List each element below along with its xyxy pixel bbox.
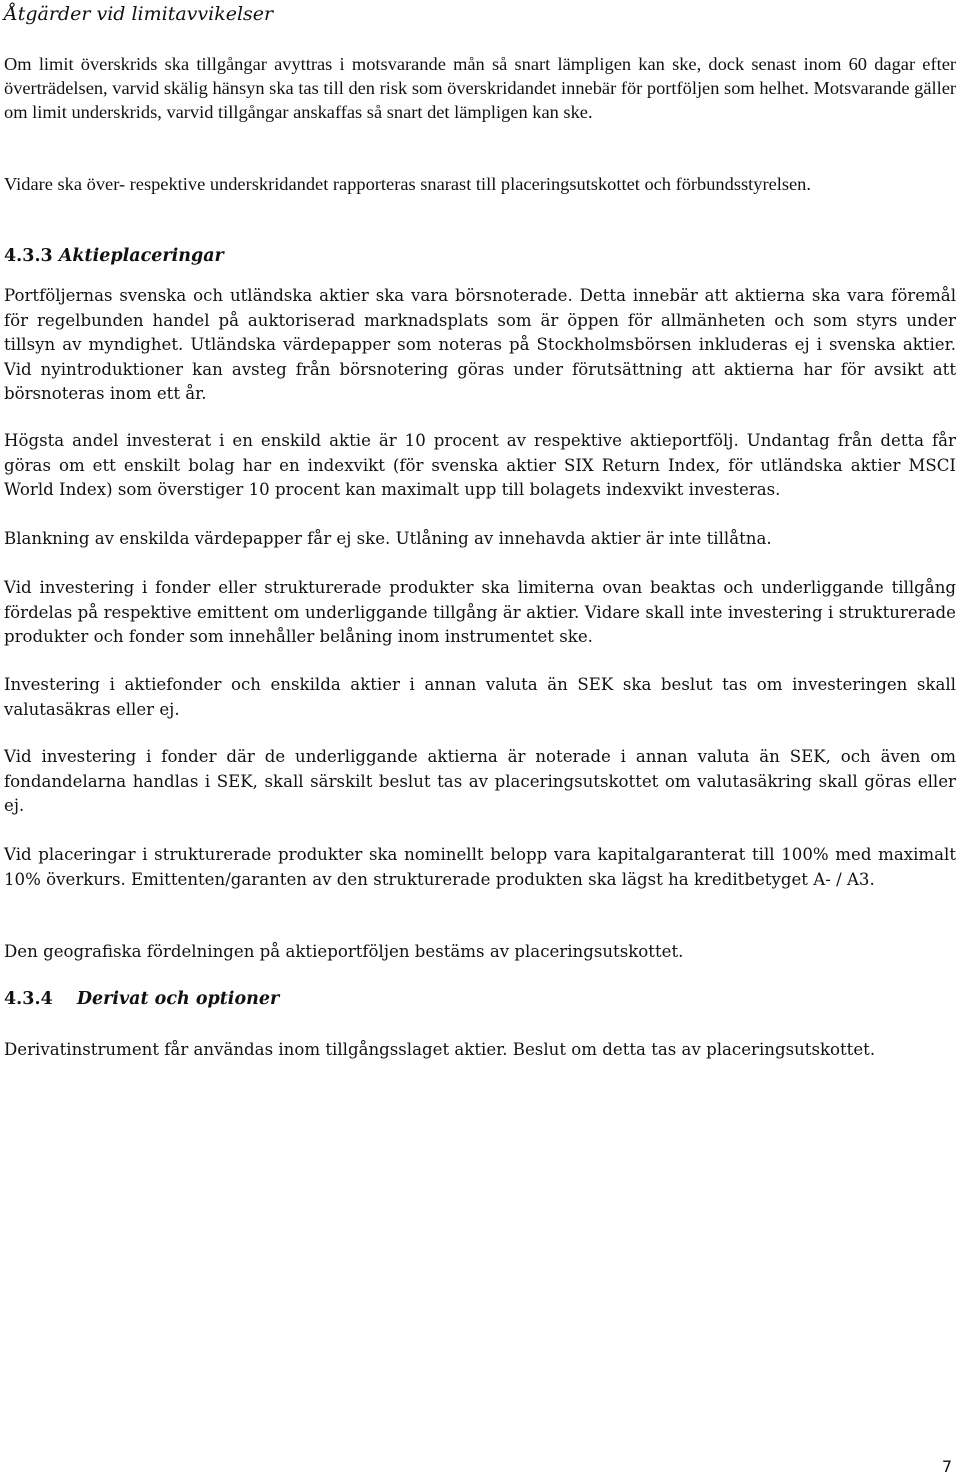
- heading-title: Derivat och optioner: [76, 989, 280, 1009]
- page-number: 7: [941, 1457, 952, 1476]
- paragraph-reporting: Vidare ska över- respektive underskridandet rapporteras snarast till placeringsutskottet och förbundsstyrelsen.: [4, 174, 811, 194]
- paragraph-short-selling: Blankning av enskilda värdepapper får ej ske. Utlåning av innehavda aktier är inte tillåtna.: [4, 529, 772, 548]
- paragraph-max-share: Högsta andel investerat i en enskild aktie är 10 procent av respektive aktieportfölj. Undantag från detta får göras om ett enskilt bolag har en indexvikt (för svenska aktier SIX Return Index, för utländska aktier MSCI World Index) som överstiger 10 procent kan maximalt upp till bolagets indexvikt investeras.: [4, 431, 956, 499]
- paragraph-fund-currency: Vid investering i fonder där de underliggande aktierna är noterade i annan valuta än SEK, och även om fondandelarna handlas i SEK, skall särskilt beslut tas av placeringsutskottet om valutasäkring skall göras eller ej.: [4, 747, 956, 815]
- paragraph-geographic: Den geografiska fördelningen på aktieportföljen bestäms av placeringsutskottet.: [4, 942, 684, 961]
- heading-title: Aktieplaceringar: [58, 246, 224, 266]
- heading-aktieplaceringar: [4, 246, 224, 266]
- heading-number: 4.3.4: [4, 989, 53, 1009]
- section-title: Åtgärder vid limitavvikelser: [4, 3, 274, 25]
- paragraph-listed-shares: Portföljernas svenska och utländska aktier ska vara börsnoterade. Detta innebär att aktierna ska vara föremål för regelbunden handel på auktoriserad marknadsplats som är öppen för allmänheten och som styrs under tillsyn av myndighet. Utländska värdepapper som noteras på Stockholmsbörsen inkluderas ej i svenska aktier. Vid nyintroduktioner kan avsteg från börsnotering göras under förutsättning att aktierna har för avsikt att börsnoteras inom ett år.: [4, 286, 956, 403]
- paragraph-limit-exceeded: Om limit överskrids ska tillgångar avyttras i motsvarande mån så snart lämpligen kan ske, dock senast inom 60 dagar efter överträdelsen, varvid skälig hänsyn ska tas till den risk som överskridandet innebär för portföljen som helhet. Motsvarande gäller om limit underskrids, varvid tillgångar anskaffas så snart det lämpligen kan ske.: [4, 54, 956, 122]
- paragraph-structured-products: Vid placeringar i strukturerade produkter ska nominellt belopp vara kapitalgaranterat till 100% med maximalt 10% överkurs. Emittenten/garanten av den strukturerade produkten ska lägst ha kreditbetyget A- / A3.: [4, 845, 956, 889]
- paragraph-currency-hedging: Investering i aktiefonder och enskilda aktier i annan valuta än SEK ska beslut tas om investeringen skall valutasäkras eller ej.: [4, 675, 956, 719]
- paragraph-derivatives: Derivatinstrument får användas inom tillgångsslaget aktier. Beslut om detta tas av placeringsutskottet.: [4, 1040, 876, 1059]
- heading-number: 4.3.3: [4, 246, 53, 266]
- heading-derivat: [4, 989, 279, 1009]
- paragraph-funds-structured: Vid investering i fonder eller strukturerade produkter ska limiterna ovan beaktas och underliggande tillgång fördelas på respektive emittent om underliggande tillgång är aktier. Vidare skall inte investering i strukturerade produkter och fonder som innehåller belåning inom instrumentet ske.: [4, 578, 956, 646]
